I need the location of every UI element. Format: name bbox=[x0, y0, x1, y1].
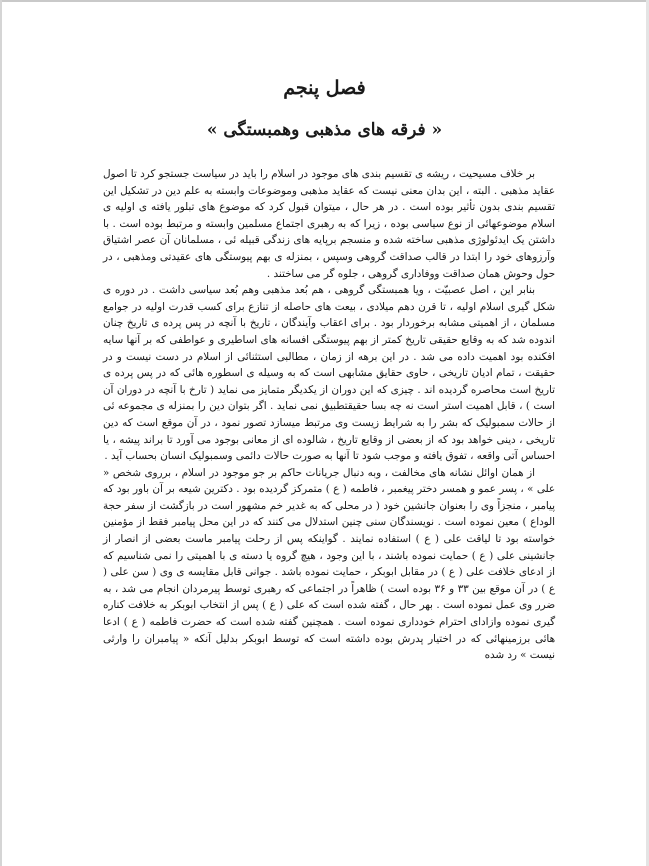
body-text bbox=[103, 166, 555, 664]
paragraph: از همان اوائل نشانه های مخالفت ، وبه دنبال جریانات حاکم بر جو موجود در اسلام ، برروی شخص « علی » ، پسر عمو و همسر دختر پیغمبر ، فاطمه ( ع ) متمرکز گردیده بود . دکترین شیعه بر آن باور بود که پیامبر ، منجزاً وی را بعنوان جانشین خود ( در محلی که به غدیر خم مشهور است در بازگشت از سفر حجة الوداع ) معین نموده است . نویسندگان سنی چنین استدلال می کنند که در این محل پیامبر فقط از مؤمنین خواسته بود تا لیاقت علی ( ع ) استفاده نمایند . گواینکه پس از رحلت پیامبر ماست بعضی از انصار از جانشینی علی ( ع ) حمایت نموده باشند ، با این وجود ، هیچ گروه یا دسته ی با اهمیتی را نمی شناسیم که از ادعای خلافت علی ( ع ) در مقابل ابوبکر ، حمایت نموده باشد . جوانی قابل مقایسه ی وی ( سن علی ( ع ) در آن موقع بین ۳۳ و ۳۶ بوده است ) ظاهراً در اجتماعی که رهبری توسط پیرمردان انجام می شد ، به ضرر وی عمل نموده است . بهر حال ، گفته شده است که علی ( ع ) پس از انتخاب ابوبکر به خلافت کناره گیری نموده وازادای احترام خودداری نموده است . همچنین گفته شده است که حضرت فاطمه ( ع ) ادعا هائی برزمینهائی که در اختیار پدرش بوده داشته است که توسط ابوبکر بدلیل آنکه « پیامبران را وارثی نیست » رد شده bbox=[103, 466, 555, 662]
page-frame-top bbox=[0, 0, 649, 2]
paragraph: بر خلاف مسیحیت ، ریشه ی تقسیم بندی های موجود در اسلام را باید در سیاست جستجو کرد تا اصول عقاید مذهبی . البته ، این بدان معنی نیست که عقاید مذهبی وموضوعات وابسته به علم دین در تشکیل این تقسیم بندی بدون تأثیر بوده است . در هر حال ، میتوان قبول کرد که موضوع های تبلور یافته ی اولیه ی اسلام موضوعهائی از نوع سیاسی بوده ، زیرا که به رهبری اجتماع مسلمین وابسته و مرتبط بوده است . با داشتن یک ایدئولوژی مذهبی ساخته شده و منسجم برپایه های زندگی قبیله ئی ، مسلمانان آن عصر اشتیاق وآرزوهای خود را ابتدا در قالب صداقت گروهی وسپس ، بمنزله ی بهم پیوستگی های عقیدتی ومذهبی ، در حول وحوش همان صداقت ووفاداری گروهی ، جلوه گر می ساختند . bbox=[103, 168, 555, 280]
paragraph: بنابر این ، اصل عصبیّت ، ویا همبستگی گروهی ، هم بُعد مذهبی وهم بُعد سیاسی داشت . در دوره ی شکل گیری اسلام اولیه ، تا قرن دهم میلادی ، بیعت های حاصله از تنازع برای کسب قدرت اولیه در جوامع مسلمان ، از اهمیتی مشابه برخوردار بود . برای اعقاب وآیندگان ، تاریخ با آنچه در پس پرده ی تاریخ چنان اندوده شد که به وقایع حقیقی تاریخ کمتر از بهم پیوستگی افسانه های اساطیری و عواطفی که بر آنها سایه افکنده بود اهمیت داده می شد . در این برهه از زمان ، مطالبی استثنائی از اسلام در دست نیست و در حقیقت ، تمام ادیان تاریخی ، حاوی حقایق مشابهی است که به وسیله ی اسطوره هائی که در پس پرده ی تاریخ است محاصره گردیده اند . چیزی که این دوران از یکدیگر متمایز می نماید ( تارخ با آنچه در دوران آن است ) ، قابل اهمیت استر است نه چه بسا حقیقتطبیق نمی نماید . اگر بتوان دین را بمنزله ی مجموعه ئی از حالات سمبولیک که بشر را به شرایط زیست وی مرتبط میسازد تصور نمود ، در آن موقع است که دین تاریخی ، دینی خواهد بود که از بعضی از وقایع تاریخ ، شالوده ای از معانی بوجود می آورد تا براند پیشه ، یا احساس آتی واقعه ، تفوق یافته و موجب شود تا آنها به صورت حالات دائمی وسمبولیک انسان بحساب آید . bbox=[103, 284, 555, 463]
chapter-title: فصل پنجم bbox=[283, 77, 366, 99]
chapter-subtitle: « فرقه های مذهبی وهمبستگی » bbox=[206, 120, 443, 140]
